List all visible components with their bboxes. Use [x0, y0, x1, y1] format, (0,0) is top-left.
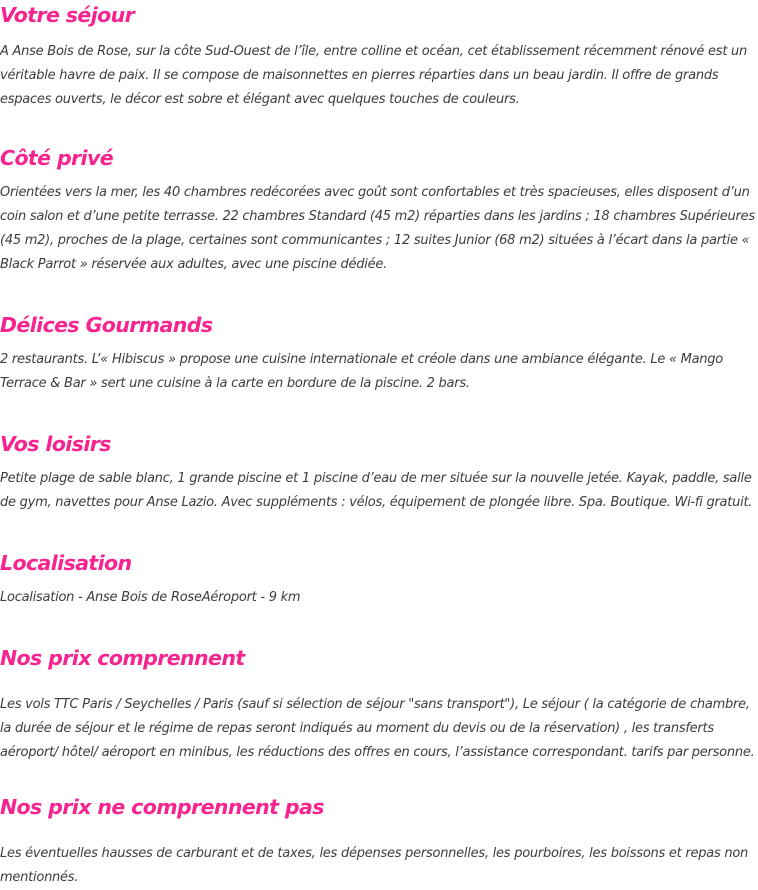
section-title: Nos prix comprennent — [0, 646, 245, 670]
section-text: Orientées vers la mer, les 40 chambres redécorées avec goût sont confortables et très spacieuses, elles disposent d’un coin salon et d’une petite terrasse. 22 chambres Standard (45 m2) réparties dans les jardins ; 18 chambres Supérieures (45 m2), proches de la plage, certaines sont communicantes ; 12 suites Junior (68 m2) situées à l’écart dans la partie « Black Parrot » réservée aux adultes, avec une piscine dédiée. — [0, 185, 755, 272]
section-title: Vos loisirs — [0, 432, 111, 456]
section-title: Votre séjour — [0, 3, 135, 27]
section-title: Côté privé — [0, 146, 114, 170]
section-text: Les vols TTC Paris / Seychelles / Paris (sauf si sélection de séjour "sans transport"), Le séjour ( la catégorie de chambre, la durée de séjour et le régime de repas seront indiqués au moment du devis ou de la réservation) , les transferts aéroport/ hôtel/ aéroport en minibus, les réductions des offres en cours, l’assistance correspondant. tarifs par personne. — [0, 697, 755, 760]
section-delices-gourmands — [0, 310, 758, 396]
section-nos-prix-ne-comprennent-pas — [0, 792, 758, 890]
section-text: Localisation - Anse Bois de RoseAéroport - 9 km — [0, 590, 301, 605]
section-text: A Anse Bois de Rose, sur la côte Sud-Ouest de l’île, entre colline et océan, cet établissement récemment rénové est un véritable havre de paix. Il se compose de maisonnettes en pierres réparties dans un beau jardin. Il offre de grands espaces ouverts, le décor est sobre et élégant avec quelques touches de couleurs. — [0, 44, 748, 107]
section-title: Localisation — [0, 551, 132, 575]
section-votre-sejour — [0, 0, 758, 112]
section-title: Délices Gourmands — [0, 313, 213, 337]
section-text: Petite plage de sable blanc, 1 grande piscine et 1 piscine d’eau de mer située sur la nouvelle jetée. Kayak, paddle, salle de gym, navettes pour Anse Lazio. Avec suppléments : vélos, équipement de plongée libre. Spa. Boutique. Wi-fi gratuit. — [0, 471, 753, 510]
section-nos-prix-comprennent — [0, 643, 758, 765]
section-title: Nos prix ne comprennent pas — [0, 795, 324, 819]
section-text: Les éventuelles hausses de carburant et de taxes, les dépenses personnelles, les pourboires, les boissons et repas non mentionnés. — [0, 846, 749, 885]
section-cote-prive — [0, 143, 758, 277]
section-localisation — [0, 548, 758, 610]
section-text: 2 restaurants. L’« Hibiscus » propose une cuisine internationale et créole dans une ambiance élégante. Le « Mango Terrace & Bar » sert une cuisine à la carte en bordure de la piscine. 2 bars. — [0, 352, 723, 391]
section-vos-loisirs — [0, 429, 758, 515]
